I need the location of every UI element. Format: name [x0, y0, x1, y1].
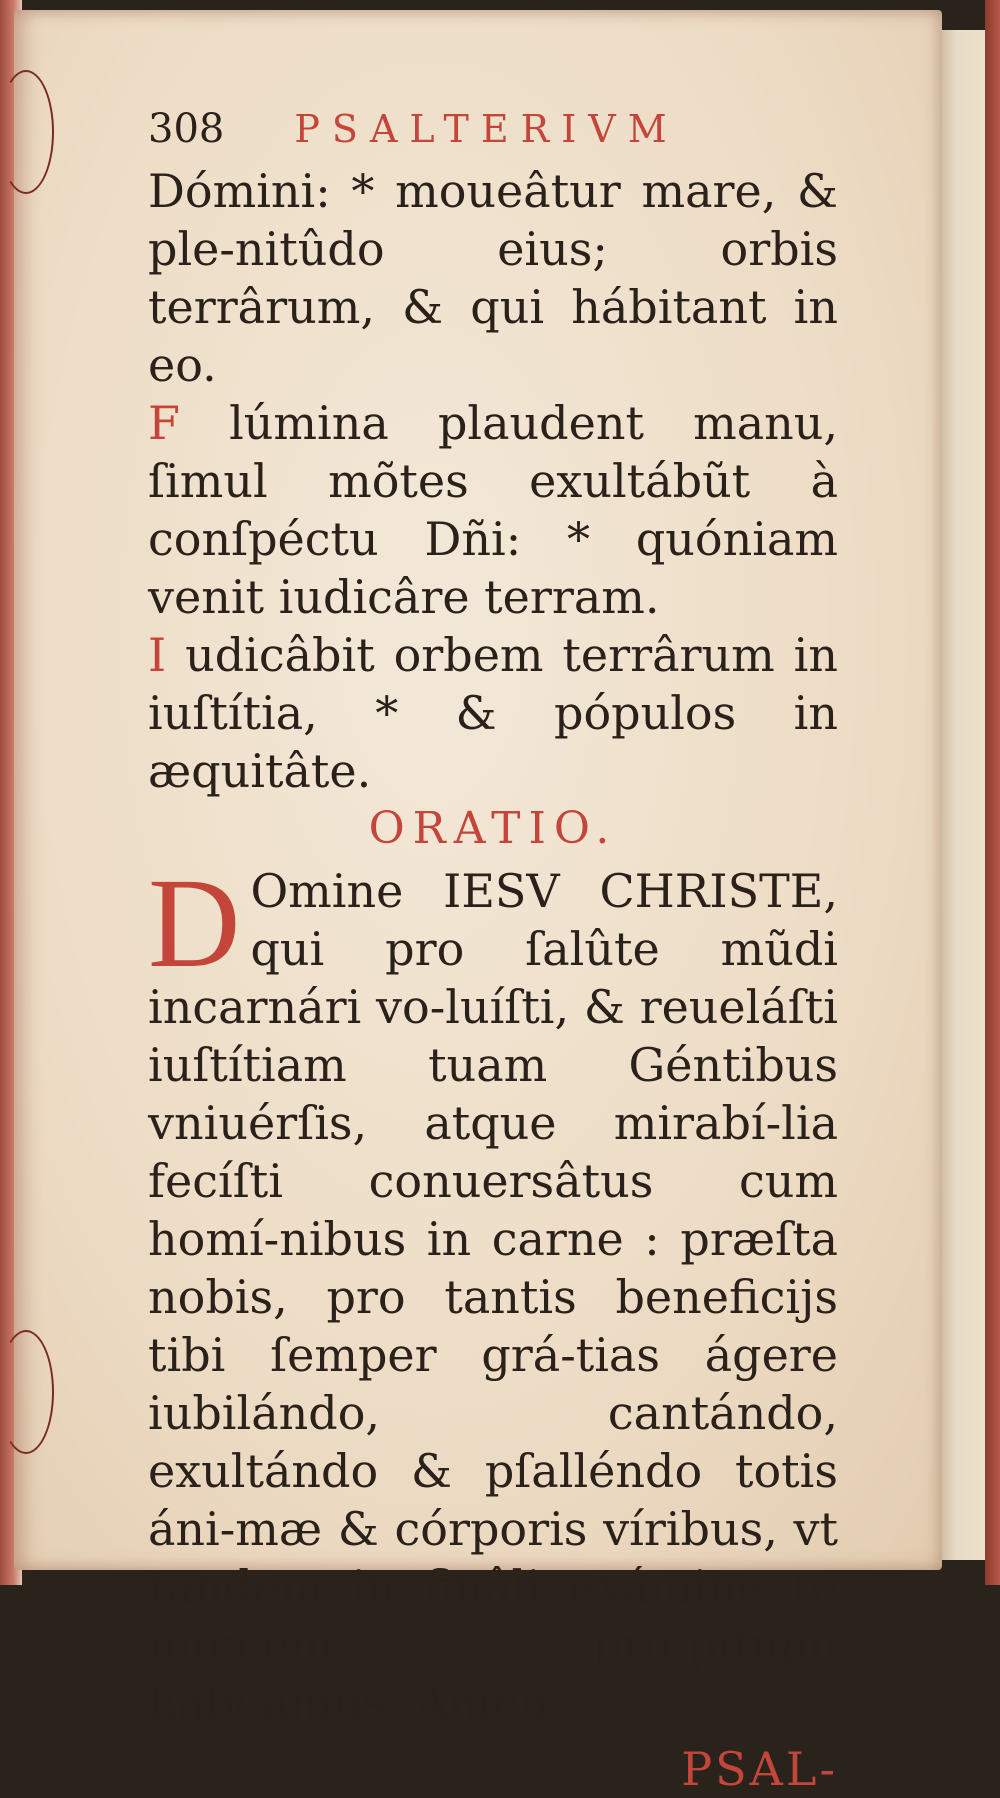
- right-red-edge: [985, 0, 1000, 1585]
- binding-ring-top: [0, 70, 54, 194]
- binding-ring-bottom: [0, 1330, 54, 1454]
- verse-3-text: udicâbit orbem terrârum in iuſtítia, * & pópulos in æquitâte.: [148, 628, 838, 798]
- catchword: PSAL-: [681, 1742, 838, 1796]
- psalm-opening: Dómini: * moueâtur mare, & ple-nitûdo eius; orbis terrârum, & qui hábitant in eo.: [148, 164, 838, 392]
- running-title: PSALTERIVM: [294, 107, 679, 151]
- page-text: [148, 100, 838, 1798]
- oratio-text: Omine IESV CHRISTE, qui pro ſalûte mũdi incarnári vo-luíſti, & reueláſti iuſtítiam tuam Géntibus vniuérſis, atque mirabí-lia fecíſti conuersâtus cum homí-nibus in carne : præſta nobis, pro tantis beneficijs tibi ſemper grá-tias ágere iubilándo, cantándo, exultándo & pſalléndo totis áni-mæ & córporis víribus, vt tandem in finâli exámine te iúdicem pro-pítium habeâmus. Amen.: [148, 864, 838, 1730]
- page-header: [148, 100, 838, 158]
- page-number: 308: [148, 106, 225, 152]
- psalm-verse-3: [148, 626, 838, 800]
- oratio-drop-initial: D: [148, 852, 241, 994]
- verse-3-initial: I: [148, 628, 167, 682]
- oratio-prayer: [148, 852, 838, 1732]
- psalm-verse-2: [148, 394, 838, 626]
- oratio-heading: ORATIO.: [368, 803, 618, 854]
- verse-2-text: lúmina plaudent manu, ſimul mõtes exultábũt à conſpéctu Dñi: * quóniam venit iudicâre terram.: [148, 396, 839, 624]
- verse-2-initial: F: [148, 396, 180, 450]
